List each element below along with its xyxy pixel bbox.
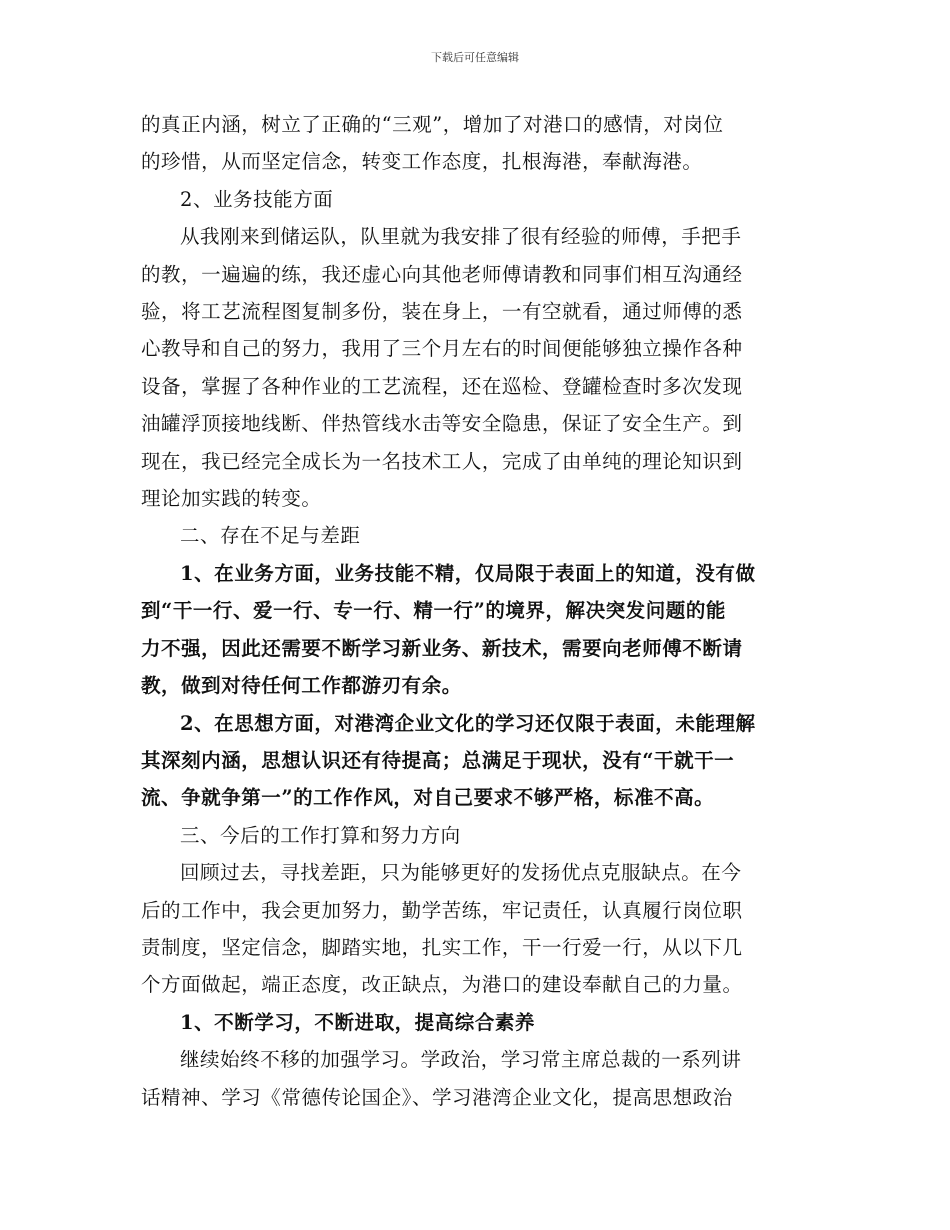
text-line: 责制度，坚定信念，脚踏实地，扎实工作，干一行爱一行，从以下几 bbox=[141, 935, 743, 959]
text-line: 二、存在不足与差距 bbox=[180, 524, 361, 548]
section-heading bbox=[141, 817, 811, 854]
body-paragraph bbox=[141, 705, 811, 817]
page-header: 下载后可任意编辑 bbox=[431, 51, 519, 64]
text-line: 个方面做起，端正态度，改正缺点，为港口的建设奉献自己的力量。 bbox=[141, 973, 743, 997]
text-line: 回顾过去，寻找差距，只为能够更好的发扬优点克服缺点。在今 bbox=[180, 861, 742, 885]
text-line: 从我刚来到储运队，队里就为我安排了很有经验的师傅，手把手 bbox=[180, 225, 742, 249]
text-line: 的教，一遍遍的练，我还虚心向其他老师傅请教和同事们相互沟通经 bbox=[141, 262, 743, 286]
text-line: 1、不断学习，不断进取，提高综合素养 bbox=[180, 1010, 535, 1034]
text-line: 1、在业务方面，业务技能不精，仅局限于表面上的知道，没有做 bbox=[180, 561, 756, 585]
text-line: 三、今后的工作打算和努力方向 bbox=[180, 823, 461, 847]
text-line: 到“干一行、爱一行、专一行、精一行”的境界，解决突发问题的能 bbox=[141, 599, 726, 623]
text-line: 设备，掌握了各种作业的工艺流程，还在巡检、登罐检查时多次发现 bbox=[141, 374, 743, 398]
text-line: 油罐浮顶接地线断、伴热管线水击等安全隐患，保证了安全生产。到 bbox=[141, 412, 743, 436]
body-paragraph bbox=[141, 854, 811, 1004]
text-line: 继续始终不移的加强学习。学政治，学习常主席总裁的一系列讲 bbox=[180, 1048, 742, 1072]
text-line: 力不强，因此还需要不断学习新业务、新技术，需要向老师傅不断请 bbox=[141, 636, 743, 660]
text-line: 理论加实践的转变。 bbox=[141, 487, 322, 511]
section-heading bbox=[141, 517, 811, 554]
section-heading bbox=[141, 1004, 811, 1041]
text-line: 话精神、学习《常德传论国企》、学习港湾企业文化，提高思想政治 bbox=[141, 1085, 733, 1109]
text-line: 教，做到对待任何工作都游刃有余。 bbox=[141, 674, 462, 698]
document-body bbox=[141, 106, 811, 1116]
body-paragraph bbox=[141, 1041, 811, 1116]
text-line: 2、业务技能方面 bbox=[180, 187, 334, 211]
section-heading bbox=[141, 181, 811, 218]
text-line: 现在，我已经完全成长为一名技术工人，完成了由单纯的理论知识到 bbox=[141, 449, 743, 473]
text-line: 2、在思想方面，对港湾企业文化的学习还仅限于表面，未能理解 bbox=[180, 711, 756, 735]
text-line: 其深刻内涵，思想认识还有待提高；总满足于现状，没有“干就干一 bbox=[141, 748, 735, 772]
body-paragraph bbox=[141, 555, 811, 705]
body-paragraph bbox=[141, 106, 811, 181]
text-line: 的真正内涵，树立了正确的“三观”，增加了对港口的感情，对岗位 bbox=[141, 113, 724, 136]
text-line: 流、争就争第一”的工作作风，对自己要求不够严格，标准不高。 bbox=[141, 786, 715, 810]
text-line: 心教导和自己的努力，我用了三个月左右的时间便能够独立操作各种 bbox=[141, 337, 743, 361]
text-line: 验，将工艺流程图复制多份，装在身上，一有空就看，通过师傅的悉 bbox=[141, 300, 743, 324]
text-line: 的珍惜，从而坚定信念，转变工作态度，扎根海港，奉献海港。 bbox=[141, 150, 703, 174]
text-line: 后的工作中，我会更加努力，勤学苦练，牢记责任，认真履行岗位职 bbox=[141, 898, 743, 922]
body-paragraph bbox=[141, 218, 811, 517]
